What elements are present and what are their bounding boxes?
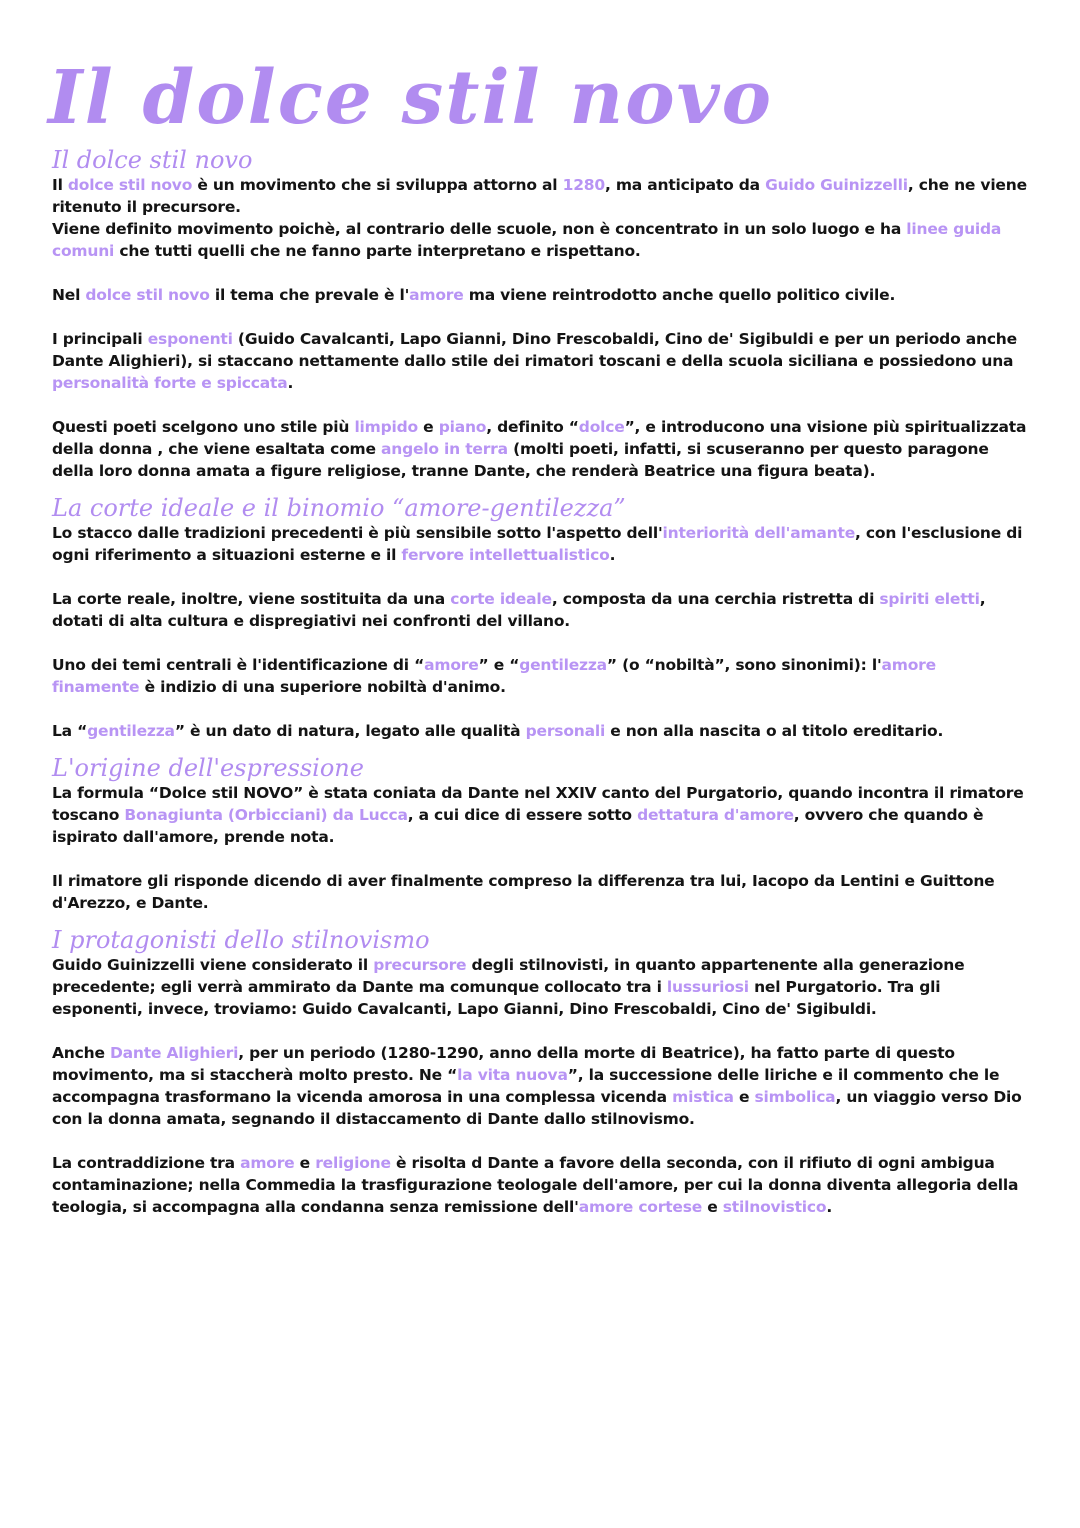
text-run: degli stilnovisti, in quanto appartenente alla generazione precedente; egli verrà ammirato da Dante ma comunque collocato tra i <box>52 956 965 996</box>
text-run: , che ne viene ritenuto il precursore. <box>52 176 1027 216</box>
highlight-term: limpido <box>354 418 418 436</box>
highlight-term: Bonagiunta (Orbicciani) da Lucca <box>124 806 408 824</box>
text-run: , per un periodo (1280-1290, anno della morte di Beatrice), ha fatto parte di questo movimento, ma si staccherà molto presto. Ne “ <box>52 1044 955 1084</box>
text-run: , composta da una cerchia ristretta di <box>551 590 880 608</box>
highlight-term: esponenti <box>147 330 233 348</box>
text-run: La “ <box>52 722 88 740</box>
text-run: (Guido Cavalcanti, Lapo Gianni, Dino Frescobaldi, Cino de' Sigibuldi e per un periodo anche Dante Alighieri), si staccano nettamente dallo stile dei rimatori toscani e della scuola siciliana e possiedono una <box>52 330 1017 370</box>
section-2 <box>52 494 1028 742</box>
paragraph <box>52 174 1028 262</box>
highlight-term: dolce stil novo <box>85 286 210 304</box>
highlight-term: Guido Guinizzelli <box>765 176 908 194</box>
text-run: che tutti quelli che ne fanno parte interpretano e rispettano. <box>114 242 641 260</box>
text-run: I principali <box>52 330 148 348</box>
highlight-term: corte ideale <box>450 590 552 608</box>
text-run: . <box>287 374 294 392</box>
highlight-term: religione <box>315 1154 391 1172</box>
section-1 <box>52 146 1028 482</box>
paragraph <box>52 782 1028 848</box>
text-run: La contraddizione tra <box>52 1154 241 1172</box>
highlight-term: amore cortese <box>578 1198 703 1216</box>
sections-container <box>52 146 1028 1218</box>
highlight-term: amore finamente <box>52 656 936 696</box>
text-run: ”, e introducono una visione più spiritualizzata della donna , che viene esaltata come <box>52 418 1027 458</box>
highlight-term: linee guida comuni <box>52 220 1002 260</box>
paragraph <box>52 954 1028 1020</box>
text-run: è risolta d Dante a favore della seconda, con il rifiuto di ogni ambigua contaminazione; nella Commedia la trasfigurazione teologale dell'amore, per cui la donna diventa allegoria della teologia, si accompagna alla condanna senza remissione dell' <box>52 1154 1019 1216</box>
highlight-term: stilnovistico <box>722 1198 827 1216</box>
text-run: La corte reale, inoltre, viene sostituita da una <box>52 590 451 608</box>
highlight-term: amore <box>240 1154 295 1172</box>
text-run: Guido Guinizzelli viene considerato il <box>52 956 374 974</box>
text-run: ma viene reintrodotto anche quello politico civile. <box>463 286 896 304</box>
highlight-term: personalità forte e spiccata <box>52 374 288 392</box>
section-4 <box>52 926 1028 1218</box>
highlight-term: personali <box>525 722 606 740</box>
highlight-term: dolce <box>578 418 625 436</box>
paragraph <box>52 1042 1028 1130</box>
text-run: Anche <box>52 1044 110 1062</box>
highlight-term: dolce stil novo <box>67 176 193 194</box>
text-run: e non alla nascita o al titolo ereditario. <box>605 722 944 740</box>
text-run: , definito “ <box>486 418 579 436</box>
paragraph <box>52 522 1028 566</box>
text-run: , con l'esclusione di ogni riferimento a situazioni esterne e il <box>52 524 1023 564</box>
text-run: e <box>294 1154 316 1172</box>
highlight-term: la vita nuova <box>457 1066 568 1084</box>
text-run: ” e “ <box>478 656 520 674</box>
text-run: Nel <box>52 286 86 304</box>
highlight-term: 1280 <box>562 176 605 194</box>
highlight-term: Dante Alighieri <box>109 1044 239 1062</box>
paragraph <box>52 328 1028 394</box>
text-run: e <box>417 418 439 436</box>
section-heading: L'origine dell'espressione <box>52 754 364 782</box>
section-3 <box>52 754 1028 914</box>
text-run: . <box>826 1198 833 1216</box>
highlight-term: angelo in terra <box>381 440 508 458</box>
text-run: il tema che prevale è l' <box>209 286 410 304</box>
text-run: Uno dei temi centrali è l'identificazione di “ <box>52 656 425 674</box>
highlight-term: amore <box>424 656 479 674</box>
highlight-term: mistica <box>672 1088 734 1106</box>
text-run: Questi poeti scelgono uno stile più <box>52 418 355 436</box>
paragraph <box>52 654 1028 698</box>
paragraph <box>52 720 1028 742</box>
text-run: , a cui dice di essere sotto <box>407 806 638 824</box>
paragraph <box>52 870 1028 914</box>
text-run: Il <box>52 176 68 194</box>
text-run: La formula “Dolce stil NOVO” è stata coniata da Dante nel XXIV canto del Purgatorio, quando incontra il rimatore toscano <box>52 784 1024 824</box>
highlight-term: fervore intellettualistico <box>401 546 610 564</box>
text-run: , dotati di alta cultura e dispregiativi nei confronti del villano. <box>52 590 986 630</box>
text-run: ”, la successione delle liriche e il commento che le accompagna trasformano la vicenda amorosa in una complessa vicenda <box>52 1066 1000 1106</box>
paragraph <box>52 284 1028 306</box>
text-run: , ovvero che quando è ispirato dall'amore, prende nota. <box>52 806 984 846</box>
text-run: . <box>609 546 616 564</box>
highlight-term: spiriti eletti <box>879 590 980 608</box>
page-title: Il dolce stil novo <box>48 55 773 141</box>
paragraph <box>52 1152 1028 1218</box>
highlight-term: piano <box>438 418 487 436</box>
highlight-term: dettatura d'amore <box>637 806 794 824</box>
highlight-term: simbolica <box>754 1088 836 1106</box>
section-heading: Il dolce stil novo <box>52 146 253 174</box>
section-heading: I protagonisti dello stilnovismo <box>52 926 430 954</box>
text-run: Viene definito movimento poichè, al contrario delle scuole, non è concentrato in un solo luogo e ha <box>52 220 907 238</box>
highlight-term: gentilezza <box>87 722 175 740</box>
text-run: ” è un dato di natura, legato alle qualità <box>174 722 526 740</box>
text-run: è un movimento che si sviluppa attorno al <box>192 176 563 194</box>
text-run: e <box>702 1198 723 1216</box>
section-heading: La corte ideale e il binomio “amore-gentilezza” <box>52 494 626 522</box>
highlight-term: gentilezza <box>519 656 607 674</box>
highlight-term: interiorità dell'amante <box>662 524 856 542</box>
text-run: e <box>733 1088 755 1106</box>
paragraph <box>52 588 1028 632</box>
highlight-term: lussuriosi <box>666 978 749 996</box>
text-run: nel Purgatorio. Tra gli esponenti, invece, troviamo: Guido Cavalcanti, Lapo Gianni, Dino Frescobaldi, Cino de' Sigibuldi. <box>52 978 941 1018</box>
text-run: Il rimatore gli risponde dicendo di aver finalmente compreso la differenza tra lui, Iacopo da Lentini e Guittone d'Arezzo, e Dante. <box>52 872 995 912</box>
text-run: , un viaggio verso Dio con la donna amata, segnando il distaccamento di Dante dallo stilnovismo. <box>52 1088 1022 1128</box>
text-run: Lo stacco dalle tradizioni precedenti è più sensibile sotto l'aspetto dell' <box>52 524 663 542</box>
highlight-term: amore <box>409 286 464 304</box>
paragraph <box>52 416 1028 482</box>
text-run: è indizio di una superiore nobiltà d'animo. <box>139 678 506 696</box>
text-run: (molti poeti, infatti, si scuseranno per questo paragone della loro donna amata a figure religiose, tranne Dante, che renderà Beatrice una figura beata). <box>52 440 989 480</box>
highlight-term: precursore <box>373 956 467 974</box>
text-run: ” (o “nobiltà”, sono sinonimi): l' <box>606 656 882 674</box>
text-run: , ma anticipato da <box>604 176 766 194</box>
